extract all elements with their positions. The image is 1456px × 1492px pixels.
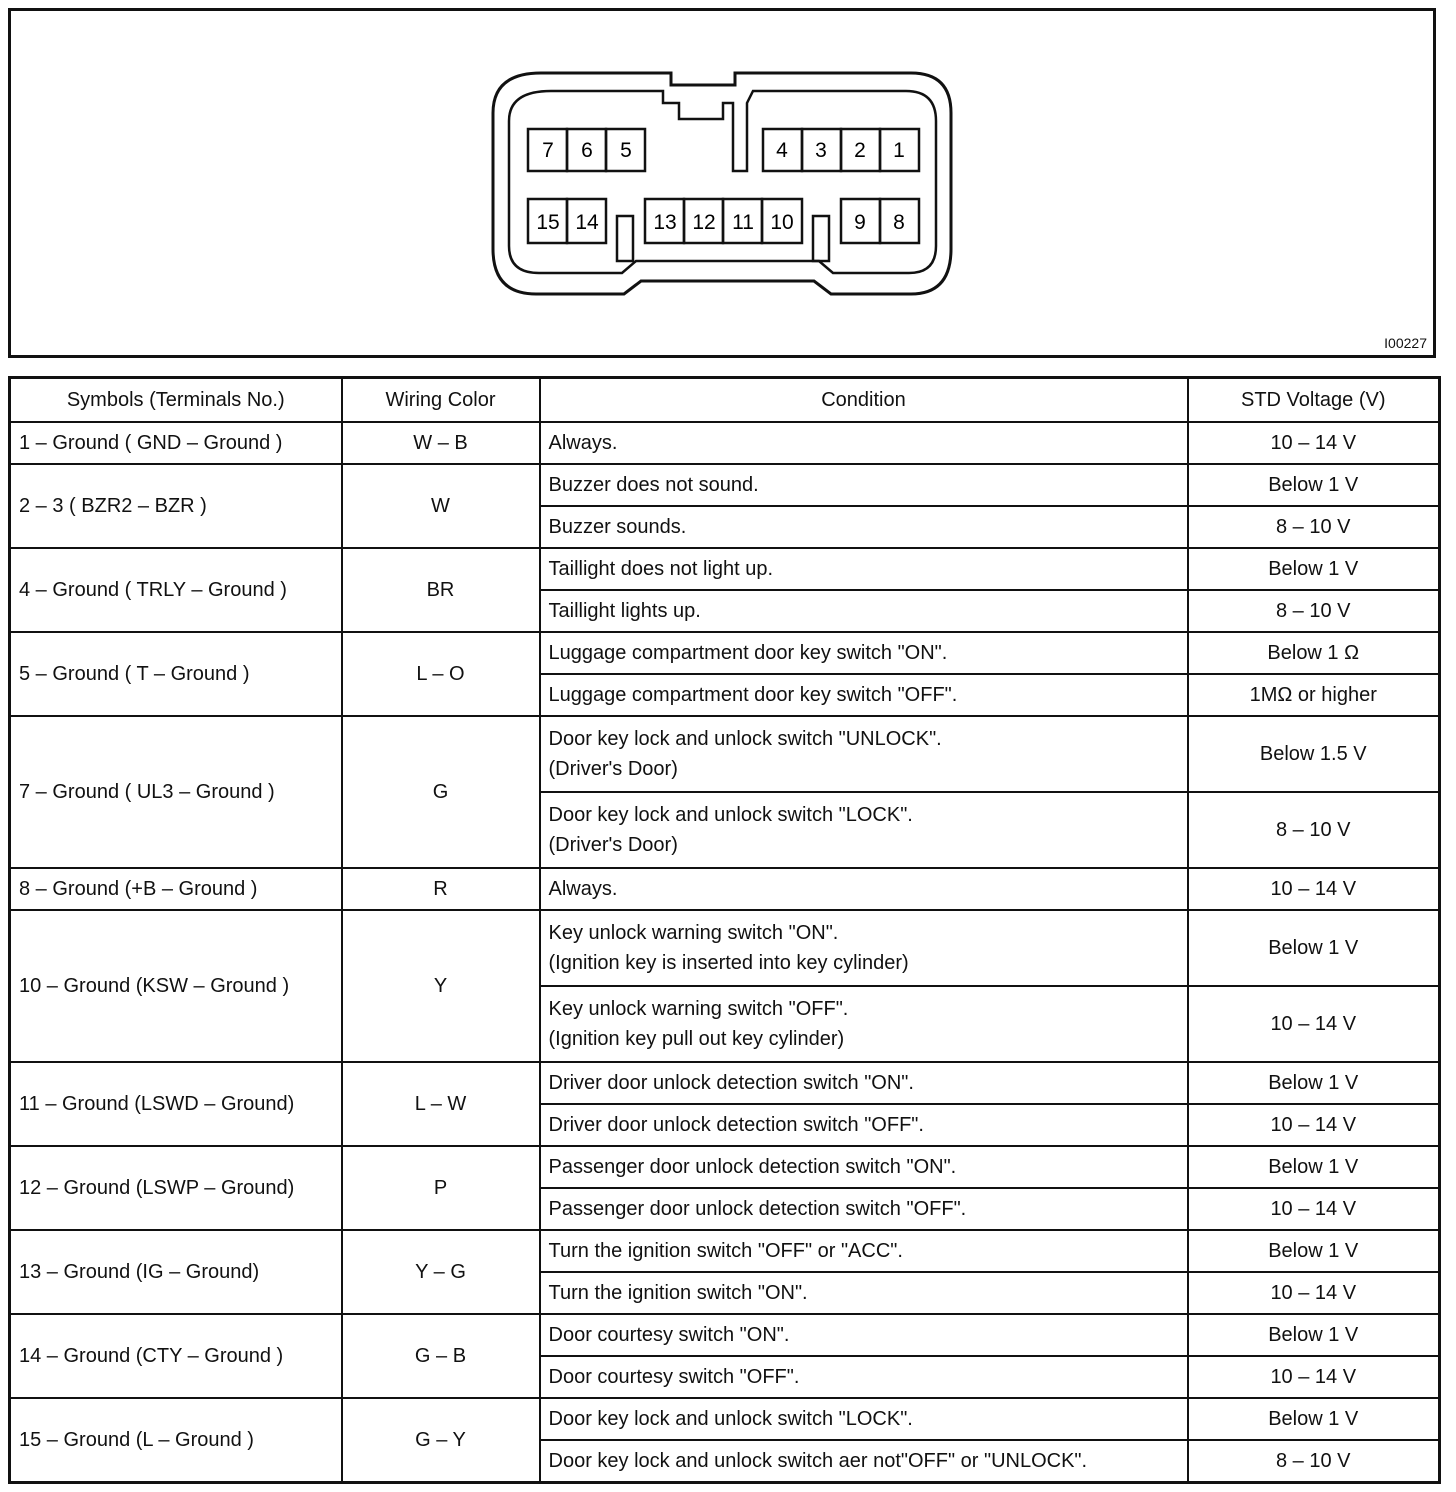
terminal-symbol: 5 – Ground ( T – Ground )	[10, 632, 342, 716]
wiring-color: G – Y	[342, 1398, 540, 1483]
std-voltage: Below 1 V	[1188, 464, 1440, 506]
pin-label: 12	[692, 211, 716, 234]
wiring-color: BR	[342, 548, 540, 632]
wiring-color: G – B	[342, 1314, 540, 1398]
wiring-color: G	[342, 716, 540, 868]
std-voltage: 10 – 14 V	[1188, 422, 1440, 464]
pin-row-bottom-left	[528, 199, 606, 243]
table-row	[10, 1314, 1440, 1356]
wiring-color: P	[342, 1146, 540, 1230]
pin-label: 10	[770, 211, 794, 234]
condition-line: (Ignition key is inserted into key cylinder)	[548, 952, 909, 974]
condition-line: Key unlock warning switch "OFF".	[548, 998, 849, 1020]
condition	[540, 792, 1188, 868]
std-voltage: Below 1 V	[1188, 1146, 1440, 1188]
std-voltage: 8 – 10 V	[1188, 1440, 1440, 1483]
condition-line: (Driver's Door)	[548, 758, 678, 780]
condition-line: (Ignition key pull out key cylinder)	[548, 1028, 845, 1050]
pin-row-top-left	[528, 129, 645, 171]
pin-label: 4	[776, 139, 788, 162]
latch-slot-right	[813, 216, 829, 261]
wiring-color: L – W	[342, 1062, 540, 1146]
condition	[540, 986, 1188, 1062]
condition-line: Key unlock warning switch "ON".	[548, 922, 839, 944]
pin-label: 7	[542, 139, 554, 162]
table-row	[10, 422, 1440, 464]
std-voltage: 8 – 10 V	[1188, 506, 1440, 548]
std-voltage: 1MΩ or higher	[1188, 674, 1440, 716]
condition: Passenger door unlock detection switch "OFF".	[540, 1188, 1188, 1230]
wiring-color: Y – G	[342, 1230, 540, 1314]
terminal-symbol: 4 – Ground ( TRLY – Ground )	[10, 548, 342, 632]
condition	[540, 910, 1188, 986]
terminal-symbol: 15 – Ground (L – Ground )	[10, 1398, 342, 1483]
std-voltage: Below 1 V	[1188, 1062, 1440, 1104]
pin-row-top-right	[763, 129, 919, 171]
condition: Turn the ignition switch "OFF" or "ACC".	[540, 1230, 1188, 1272]
condition: Taillight does not light up.	[540, 548, 1188, 590]
table-row	[10, 868, 1440, 910]
pin-label: 8	[893, 211, 905, 234]
std-voltage: Below 1 V	[1188, 1314, 1440, 1356]
terminal-spec-table	[8, 376, 1441, 1484]
condition: Buzzer does not sound.	[540, 464, 1188, 506]
terminal-symbol: 12 – Ground (LSWP – Ground)	[10, 1146, 342, 1230]
condition: Driver door unlock detection switch "OFF".	[540, 1104, 1188, 1146]
std-voltage: Below 1 V	[1188, 548, 1440, 590]
table-header-row	[10, 378, 1440, 423]
condition: Door courtesy switch "ON".	[540, 1314, 1188, 1356]
connector-diagram-panel	[8, 8, 1436, 358]
condition: Driver door unlock detection switch "ON".	[540, 1062, 1188, 1104]
condition-line: (Driver's Door)	[548, 834, 678, 856]
std-voltage: 8 – 10 V	[1188, 590, 1440, 632]
condition: Door key lock and unlock switch aer not"OFF" or "UNLOCK".	[540, 1440, 1188, 1483]
condition: Taillight lights up.	[540, 590, 1188, 632]
condition: Passenger door unlock detection switch "ON".	[540, 1146, 1188, 1188]
pin-row-bottom-middle	[645, 199, 802, 243]
terminal-symbol: 11 – Ground (LSWD – Ground)	[10, 1062, 342, 1146]
condition: Door key lock and unlock switch "LOCK".	[540, 1398, 1188, 1440]
std-voltage: 8 – 10 V	[1188, 792, 1440, 868]
condition: Luggage compartment door key switch "OFF".	[540, 674, 1188, 716]
header-symbols: Symbols (Terminals No.)	[10, 378, 342, 423]
terminal-symbol: 13 – Ground (IG – Ground)	[10, 1230, 342, 1314]
terminal-symbol: 7 – Ground ( UL3 – Ground )	[10, 716, 342, 868]
std-voltage: 10 – 14 V	[1188, 1104, 1440, 1146]
std-voltage: 10 – 14 V	[1188, 868, 1440, 910]
std-voltage: Below 1 V	[1188, 910, 1440, 986]
pin-label: 5	[620, 139, 632, 162]
terminal-symbol: 10 – Ground (KSW – Ground )	[10, 910, 342, 1062]
header-wiring-color: Wiring Color	[342, 378, 540, 423]
condition-line: Door key lock and unlock switch "LOCK".	[548, 804, 913, 826]
table-row	[10, 1146, 1440, 1188]
terminal-symbol: 8 – Ground (+B – Ground )	[10, 868, 342, 910]
header-std-voltage: STD Voltage (V)	[1188, 378, 1440, 423]
table-row	[10, 1230, 1440, 1272]
terminal-symbol: 2 – 3 ( BZR2 – BZR )	[10, 464, 342, 548]
condition: Turn the ignition switch "ON".	[540, 1272, 1188, 1314]
latch-slot-left	[617, 216, 633, 261]
figure-id: I00227	[1384, 335, 1427, 351]
condition-line: Door key lock and unlock switch "UNLOCK".	[548, 728, 942, 750]
pin-label: 6	[581, 139, 593, 162]
condition: Buzzer sounds.	[540, 506, 1188, 548]
pin-label: 1	[893, 139, 905, 162]
wiring-color: R	[342, 868, 540, 910]
std-voltage: 10 – 14 V	[1188, 1356, 1440, 1398]
table-row	[10, 632, 1440, 674]
table-row	[10, 464, 1440, 506]
wiring-color: W – B	[342, 422, 540, 464]
terminal-symbol: 14 – Ground (CTY – Ground )	[10, 1314, 342, 1398]
condition: Always.	[540, 868, 1188, 910]
condition: Luggage compartment door key switch "ON".	[540, 632, 1188, 674]
condition	[540, 716, 1188, 792]
terminal-symbol: 1 – Ground ( GND – Ground )	[10, 422, 342, 464]
pin-label: 15	[536, 211, 560, 234]
std-voltage: Below 1 V	[1188, 1398, 1440, 1440]
pin-label: 13	[653, 211, 677, 234]
std-voltage: 10 – 14 V	[1188, 1188, 1440, 1230]
pin-label: 14	[575, 211, 599, 234]
wiring-color: W	[342, 464, 540, 548]
pin-label: 11	[732, 211, 754, 234]
condition: Door courtesy switch "OFF".	[540, 1356, 1188, 1398]
wiring-color: L – O	[342, 632, 540, 716]
inner-outline	[509, 91, 936, 273]
std-voltage: Below 1 V	[1188, 1230, 1440, 1272]
std-voltage: Below 1 Ω	[1188, 632, 1440, 674]
condition: Always.	[540, 422, 1188, 464]
table-row	[10, 910, 1440, 986]
table-row	[10, 1398, 1440, 1440]
wiring-color: Y	[342, 910, 540, 1062]
pin-label: 2	[854, 139, 866, 162]
std-voltage: 10 – 14 V	[1188, 1272, 1440, 1314]
header-condition: Condition	[540, 378, 1188, 423]
pin-label: 3	[815, 139, 827, 162]
table-row	[10, 548, 1440, 590]
table-row	[10, 1062, 1440, 1104]
pin-label: 9	[854, 211, 866, 234]
table-row	[10, 716, 1440, 792]
std-voltage: 10 – 14 V	[1188, 986, 1440, 1062]
pin-row-bottom-right	[841, 199, 919, 243]
std-voltage: Below 1.5 V	[1188, 716, 1440, 792]
connector-drawing	[11, 11, 1439, 361]
